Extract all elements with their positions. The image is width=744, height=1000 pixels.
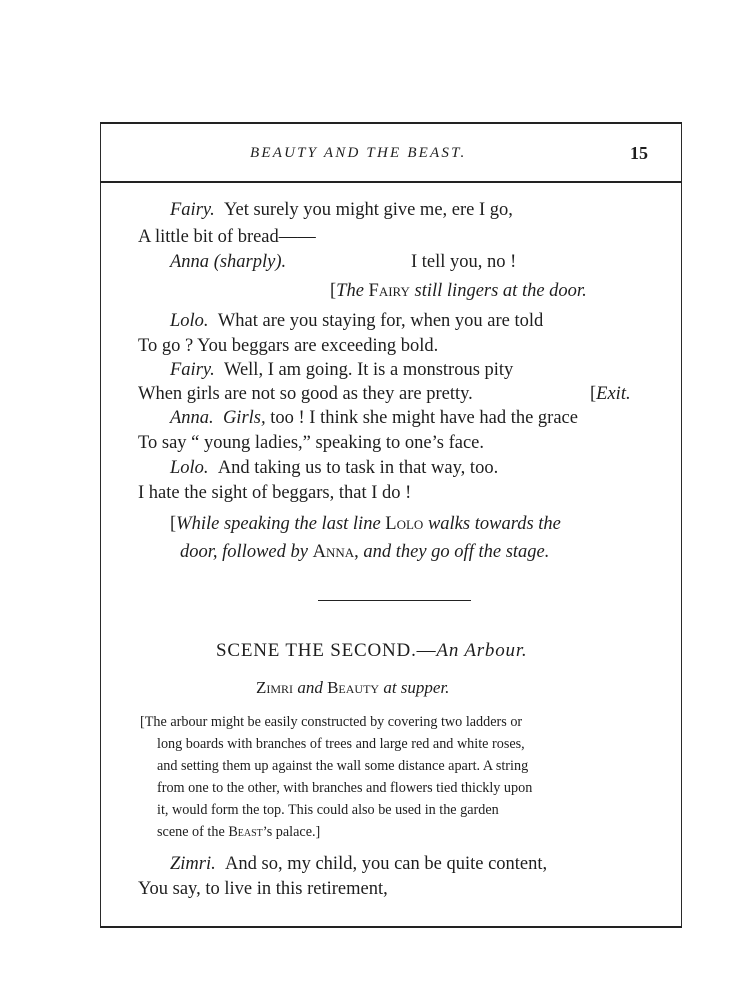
dialogue-line: Lolo. And taking us to task in that way, too. xyxy=(170,458,499,478)
scene-heading: SCENE THE SECOND.—An Arbour. xyxy=(216,640,528,661)
page-number: 15 xyxy=(630,143,648,163)
note-line: from one to the other, with branches and flowers tied thickly upon xyxy=(157,780,533,796)
note-line: scene of the Beast’s palace.] xyxy=(157,824,321,840)
running-title: BEAUTY AND THE BEAST. xyxy=(250,145,467,161)
scene-characters: Zimri and Beauty at supper. xyxy=(256,678,450,697)
header-rule xyxy=(100,181,682,183)
dialogue-line: I tell you, no ! xyxy=(411,252,517,272)
dialogue-line: Fairy. Yet surely you might give me, ere I go, xyxy=(170,200,513,220)
dialogue-line: Lolo. What are you staying for, when you are told xyxy=(170,311,544,331)
top-rule xyxy=(100,122,682,124)
note-line: and setting them up against the wall some distance apart. A string xyxy=(157,758,529,774)
dialogue-line: You say, to live in this retirement, xyxy=(138,879,388,899)
note-line: [The arbour might be easily constructed by covering two ladders or xyxy=(140,714,523,730)
dialogue-line: A little bit of bread—— xyxy=(138,227,316,247)
dialogue-line: To say “ young ladies,” speaking to one’s face. xyxy=(138,433,484,453)
dialogue-line: To go ? You beggars are exceeding bold. xyxy=(138,336,439,356)
dialogue-line: Zimri. And so, my child, you can be quite content, xyxy=(170,854,548,874)
stage-direction: door, followed by Anna, and they go off the stage. xyxy=(180,542,550,562)
stage-direction: [The Fairy still lingers at the door. xyxy=(330,281,587,301)
section-divider xyxy=(318,600,471,601)
dialogue-line: Anna. Girls, too ! I think she might have had the grace xyxy=(170,408,578,428)
dialogue-line: Anna (sharply). xyxy=(170,252,287,272)
note-line: long boards with branches of trees and large red and white roses, xyxy=(157,736,525,752)
bottom-rule xyxy=(100,926,682,928)
dialogue-line: When girls are not so good as they are pretty. xyxy=(138,384,473,404)
dialogue-line: I hate the sight of beggars, that I do ! xyxy=(138,483,412,503)
exit-direction: [Exit. xyxy=(590,384,631,404)
stage-direction: [While speaking the last line Lolo walks towards the xyxy=(170,514,561,534)
dialogue-line: Fairy. Well, I am going. It is a monstrous pity xyxy=(170,360,514,380)
note-line: it, would form the top. This could also be used in the garden xyxy=(157,802,499,818)
